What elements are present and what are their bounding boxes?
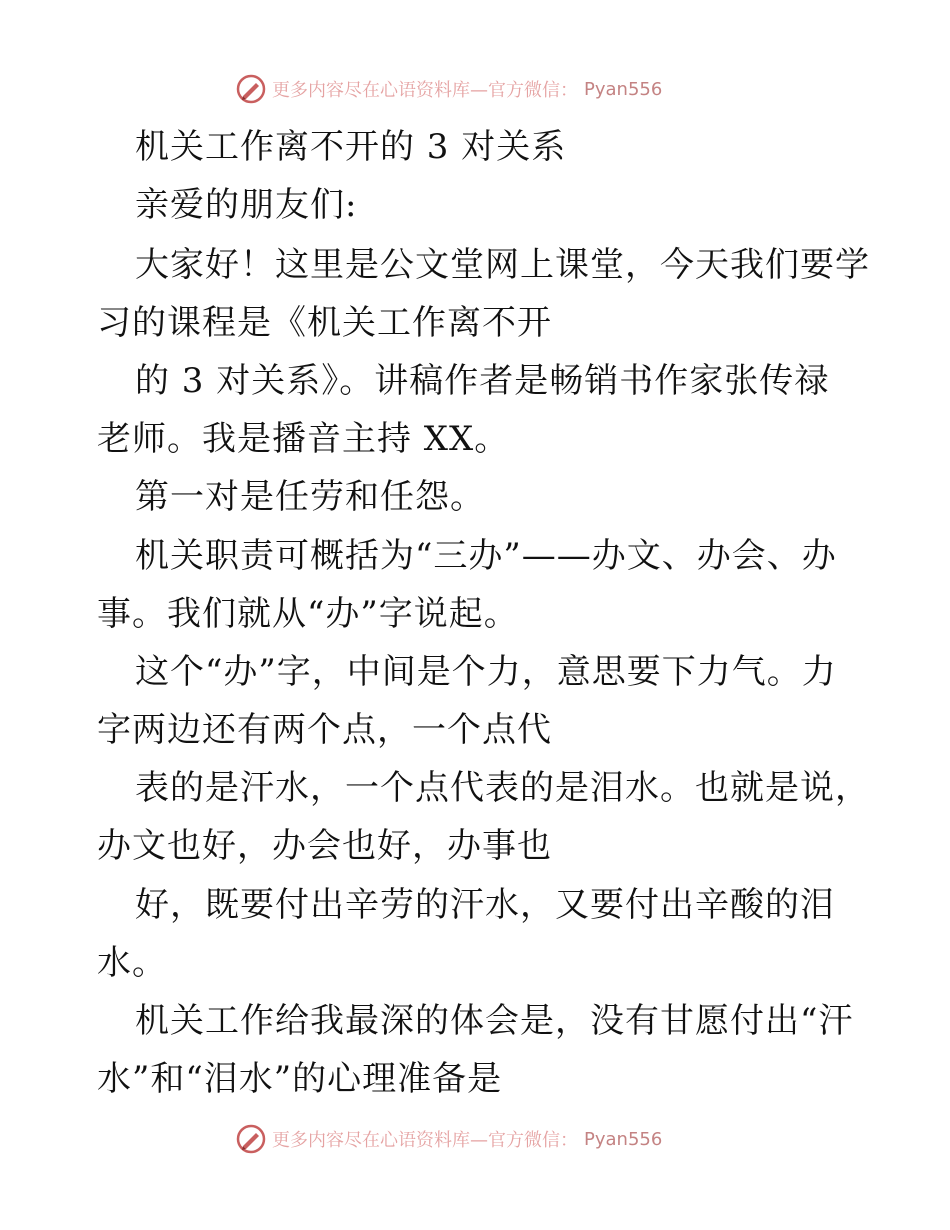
paragraph-line: 事。我们就从“办”字说起。: [97, 594, 519, 634]
section-heading: 第一对是任劳和任怨。: [135, 477, 485, 517]
paragraph-line: 大家好！这里是公文堂网上课堂，今天我们要学: [135, 245, 870, 285]
watermark-text: 更多内容尽在心语资料库—官方微信：: [272, 80, 578, 101]
watermark-text: 更多内容尽在心语资料库—官方微信：: [272, 1130, 578, 1151]
paragraph-line: 水。: [97, 943, 167, 983]
watermark-id: Pyan556: [584, 1128, 663, 1150]
paragraph-line: 水”和“泪水”的心理准备是: [97, 1059, 503, 1099]
watermark-footer: [236, 1122, 716, 1156]
document-title: 机关工作离不开的 3 对关系: [135, 127, 567, 167]
paragraph-line: 这个“办”字，中间是个力，意思要下力气。力: [135, 652, 837, 692]
paragraph-line: 老师。我是播音主持 XX。: [97, 419, 510, 459]
paragraph-line: 好，既要付出辛劳的汗水，又要付出辛酸的泪: [135, 885, 835, 925]
paragraph-line: 字两边还有两个点，一个点代: [97, 710, 552, 750]
paragraph-line: 习的课程是《机关工作离不开: [97, 303, 552, 343]
paragraph-line: 的 3 对关系》。讲稿作者是畅销书作家张传禄: [135, 361, 830, 401]
paragraph-line: 机关工作给我最深的体会是，没有甘愿付出“汗: [135, 1001, 854, 1041]
paragraph-line: 表的是汗水，一个点代表的是泪水。也就是说，: [135, 768, 870, 808]
paragraph-line: 办文也好，办会也好，办事也: [97, 826, 552, 866]
pen-logo-icon: [236, 1124, 266, 1154]
paragraph-line: 机关职责可概括为“三办”——办文、办会、办: [135, 536, 837, 576]
watermark-id: Pyan556: [584, 78, 663, 100]
salutation: 亲爱的朋友们:: [135, 185, 358, 225]
